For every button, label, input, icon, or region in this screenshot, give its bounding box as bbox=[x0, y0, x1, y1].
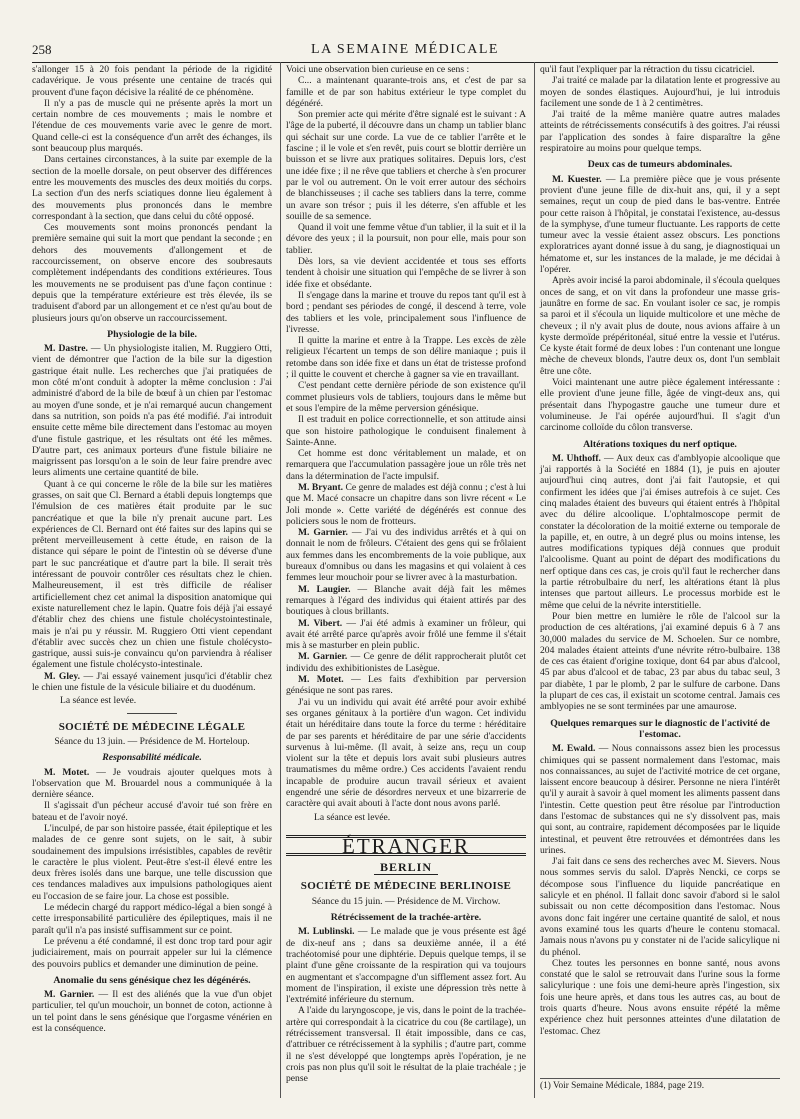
speaker: M. Gley. bbox=[44, 670, 80, 682]
paragraph: Quant à ce qui concerne le rôle de la bile sur les matières grasses, on sait que Cl. Bernard a établi depuis longtemps que l'émulsion de ces matières était produite par le suc pancréatique et que la bile n'y prenait aucune part. Les expériences de Cl. Bernard ont été faites sur des lapins qui se prêtent merveilleusement à cette étude, en raison de la distance qui sépare le point de l'intestin où se déverse d'une part le suc pancréatique et d'autre part la bile. Il serait très intéressant de pouvoir contrôler ces résultats chez le chien. Malheureusement, il est très difficile de réaliser artificiellement chez cet animal la disposition anatomique qui existe naturellement chez le lapin. Quatre fois déjà j'ai essayé d'établir chez des chiens une fistule cholécystointestinale, mais je n'ai pu y réussir. M. Ruggiero Otti vient cependant d'établir avec succès chez un chien une fistule cholécysto-gastrique, aussi suis-je convaincu qu'on parviendra à réaliser également une fistule cholécysto-intestinale. bbox=[32, 478, 272, 671]
paragraph: Voici une observation bien curieuse en ce sens : bbox=[286, 64, 470, 75]
paragraph bbox=[286, 674, 526, 697]
speaker: M. Lublinski. bbox=[298, 926, 355, 938]
speech: — Le malade que je vous présente est âgé de dix-neuf ans ; dans sa deuxième année, il a été trachéotomisé pour une diphtérie. Depuis quelque temps, il se plaint d'une gêne croissante de la respiration qui va toujours en augmentant et s'accompagne d'un sifflement assez fort. Au moment de l'inspiration, il existe une dépression très nette à l'extrémité inférieure du sternum. bbox=[286, 926, 526, 1006]
paragraph: Voici maintenant une autre pièce également intéressante : elle provient d'une jeune fille, âgée de vingt-deux ans, qui présentait dans l'hypogastre gauche une tumeur dure et volumineuse. Je l'ai opérée aujourd'hui. Il s'agit d'un carcinome colloïde du côlon transverse. bbox=[540, 377, 780, 434]
speech: — Ce genre de délit rapprocherait plutôt cet individu des exhibitionistes de Lasègue. bbox=[286, 651, 526, 674]
section-heading: Deux cas de tumeurs abdominales. bbox=[587, 159, 733, 171]
paragraph: Pour bien mettre en lumière le rôle de l'alcool sur la production de ces altérations, j'ai examiné depuis 6 à 7 ans 30,000 malades du service de M. Schoelen. Sur ce nombre, 204 malades étaient atteints d'une névrite rétro-bulbaire. 138 de ces cas étaient d'origine toxique, dont 64 par abus d'alcool, 45 par abus d'alcool et de tabac, 23 par abus du tabac seul, 3 par diabète, 1 par le plomb, 2 par le sulfure de carbone. Dans la plupart de ces cas, il existait un scotome central. Jamais ces amblyopies ne se sont terminées par une amaurose. bbox=[540, 610, 780, 713]
session-info: Séance du 15 juin. — Présidence de M. Virchow. bbox=[311, 895, 501, 907]
column-left bbox=[32, 64, 272, 1034]
paragraph bbox=[286, 618, 526, 652]
paragraph: L'inculpé, de par son histoire passée, était épileptique et les malades de ce genre sont sujets, on le sait, à subir soudainement des impulsions irrésistibles, capables de revêtir le caractère le plus violent. Peut-être s'est-il élevé entre les deux frères isolés dans une barque, une telle discussion que ces tendances maladives aux impulsions pathologiques aient eu l'occasion de se faire jour. La chose est possible. bbox=[32, 823, 272, 902]
paragraph: C... a maintenant quarante-trois ans, et c'est de par sa famille et de par son habitus extérieur le type complet du dégénéré. bbox=[286, 75, 526, 109]
speaker: M. Vibert. bbox=[298, 617, 343, 629]
speaker: M. Laugier. bbox=[298, 583, 351, 595]
paragraph: Il n'y a pas de muscle qui ne présente après la mort un certain nombre de ces mouvements ; mais le nombre et l'étendue de ces mouvements varie avec le genre de mort. Quand celle-ci est la conséquence d'un arrêt des échanges, ils sont beaucoup plus marqués. bbox=[32, 97, 272, 155]
journal-title: LA SEMAINE MÉDICALE bbox=[311, 42, 499, 57]
paragraph: Il s'agissait d'un pécheur accusé d'avoir tué son frère en bateau et de l'avoir noyé. bbox=[32, 800, 272, 823]
column-rule bbox=[280, 62, 281, 1098]
paragraph: qu'il faut l'expliquer par la rétraction du tissu cicatriciel. bbox=[540, 64, 755, 75]
paragraph: C'est pendant cette dernière période de son existence qu'il commet plusieurs vols de tabliers, toujours dans le même but et sous l'empire de la même perversion génésique. bbox=[286, 380, 526, 414]
speech: — Il est des aliénés que la vue d'un objet particulier, tel qu'un mouchoir, un bonnet de coton, actionne à un tel point dans le sens génésique que l'orgasme vénérien en est la conséquence. bbox=[32, 989, 273, 1035]
speech: — Aux deux cas d'amblyopie alcoolique que j'ai rapportés à la Société en 1884 (1), je puis en ajouter aujourd'hui cinq autres, dont j'ai fait l'autopsie, et qui confirment les idées que j'ai émises autrefois à ce sujet. Ces cinq malades étaient des buveurs qui étaient entrés à l'hôpital avec du délire alcoolique. L'ophtalmoscope permit de constater la décoloration de la moitié externe ou temporale de la papille, et, en outre, à un degré plus ou moins intense, les autres modifications typiques déjà connues que produit l'alcoolisme. Quant au point de départ des modifications du nerf optique dans ces cas, je crois qu'il faut le rechercher dans la partie rétrobulbaire du nerf, les altérations étant là plus intenses que partout ailleurs. Le processus morbide est le même que celui de la névrite interstitielle. bbox=[540, 452, 781, 611]
paragraph: J'ai traité de la même manière quatre autres malades atteints de rétrécissements consécutifs à des goitres. J'ai réussi par l'application des sondes à faire disparaître la gêne respiratoire au moins pour quelque temps. bbox=[540, 109, 780, 155]
section-heading: Rétrécissement de la trachée-artère. bbox=[330, 912, 482, 924]
speech: — J'ai essayé vainement jusqu'ici d'établir chez le chien une fistule de la vésicule biliaire et du duodénum. bbox=[32, 670, 272, 694]
session-info: Séance du 13 juin. — Présidence de M. Horteloup. bbox=[54, 735, 250, 747]
paragraph bbox=[286, 527, 526, 583]
speech: — J'ai vu des individus arrêtés et à qui on donnait le nom de frôleurs. C'étaient des gens qui se frôlaient aux femmes dans les encombrements de la voie publique, aux bureaux d'omnibus ou dans les magasins et qui volaient à ces femmes leur mouchoir pour se livrer avec à la masturbation. bbox=[286, 527, 526, 584]
paragraph bbox=[286, 926, 526, 1005]
column-middle bbox=[286, 64, 526, 1085]
paragraph: s'allonger 15 à 20 fois pendant la période de la rigidité cadavérique. Je vous présente une centaine de tracés qui prouvent d'une façon décisive la réalité de ce phénomène. bbox=[32, 64, 272, 98]
city-heading bbox=[286, 862, 526, 873]
paragraph: Cet homme est donc véritablement un malade, et on remarquera que l'accumulation passagère joue un rôle très net dans la détermination de l'acte impulsif. bbox=[286, 448, 526, 482]
separator bbox=[127, 713, 177, 714]
paragraph: Le médecin chargé du rapport médico-légal a bien songé à cette irresponsabilité particulière des épileptiques, mais il ne paraît qu'il n'a pas insisté suffisamment sur ce point. bbox=[32, 902, 272, 936]
speaker: M. Garnier. bbox=[298, 527, 348, 539]
paragraph bbox=[32, 671, 272, 694]
speech: — Blanche avait déjà fait les mêmes remarques à l'égard des individus qui étaient attirés par des boutiques à clous brillants. bbox=[286, 583, 526, 618]
speaker: M. Garnier. bbox=[298, 651, 348, 663]
paragraph: Ces mouvements sont moins prononcés pendant la première semaine qui suit la mort que pendant la seconde ; en dehors des mouvements d'allongement et de raccourcissement, on observe encore des soubresauts complètement indépendants des conditions extérieures. Tous les mouvements ne se produisent pas d'une façon continue : depuis que la température extérieure est très élevée, ils se traduisent d'abord par un allongement et ce n'est qu'au bout de plusieurs jours qu'on observe un raccourcissement. bbox=[32, 222, 272, 324]
speaker: M. Garnier. bbox=[44, 989, 95, 1001]
speech: — Les faits d'exhibition par perversion génésique ne sont pas rares. bbox=[286, 674, 526, 697]
paragraph bbox=[540, 743, 780, 856]
page-header bbox=[32, 40, 778, 63]
column-rule bbox=[534, 62, 535, 1098]
speaker: M. Motet. bbox=[44, 766, 90, 778]
paragraph: Il s'engage dans la marine et trouve du repos tant qu'il est à bord ; pendant ses périodes de congé, il descend à terre, vole des tabliers et les vole, principalement sous l'influence de l'ivresse. bbox=[286, 289, 526, 335]
speaker: M. Uhthoff. bbox=[552, 452, 601, 464]
speaker: M. Dastre. bbox=[44, 343, 88, 355]
page-number: 258 bbox=[32, 42, 52, 57]
paragraph bbox=[286, 584, 526, 618]
column-right bbox=[540, 64, 780, 1037]
speaker: M. Motet. bbox=[298, 674, 344, 686]
paragraph: Il quitte la marine et entre à la Trappe. Les excès de zèle religieux l'écartent un temps de son délire maniaque ; puis il retombe dans son idée fixe et dans un état de tristesse profond ; il quitte le couvent et cherche à gagner sa vie en travaillant. bbox=[286, 335, 526, 381]
paragraph: A l'aide du laryngoscope, je vis, dans le point de la trachée-artère qui correspondait à la cicatrice du cou (8e cartilage), un rétrécissement transversal. Il était impossible, dans ce cas, d'attribuer ce rétrécissement à la syphilis ; d'autre part, comme il ne s'est développé que longtemps après l'opération, je ne crois pas non plus qu'il soit le résultat de la plaie trachéale ; je pense bbox=[286, 1005, 526, 1085]
paragraph: Quand il voit une femme vêtue d'un tablier, il la suit et il la dévore des yeux ; il la poursuit, non pour elle, mais pour son tablier. bbox=[286, 222, 526, 256]
paragraph: J'ai fait dans ce sens des recherches avec M. Sievers. Nous nous sommes servis du salol. D'après Nencki, ce corps se décompose sous l'influence du liquide pancréatique en salicyle et en phénol. Il fallait donc savoir d'abord si le salol subissait ou non cette décomposition dans l'estomac. Nous avons donc fait ingérer une certaine quantité de salol, et nous avons examiné tous les quarts d'heure le contenu stomacal. Jamais nous n'avons pu y constater ni de l'acide salicylique ni du phénol. bbox=[540, 856, 780, 958]
session-end: La séance est levée. bbox=[60, 695, 137, 707]
paragraph bbox=[540, 453, 780, 611]
paragraph bbox=[32, 343, 272, 479]
section-heading: Quelques remarques sur le diagnostic de l'activité de l'estomac. bbox=[550, 717, 770, 740]
section-heading: Physiologie de la bile. bbox=[107, 328, 197, 340]
session-end: La séance est levée. bbox=[314, 811, 391, 823]
section-heading: Anomalie du sens génésique chez les dégénérés. bbox=[53, 974, 251, 986]
paragraph bbox=[286, 651, 526, 674]
section-heading: Altérations toxiques du nerf optique. bbox=[583, 438, 737, 450]
paragraph bbox=[286, 482, 526, 527]
footnote: (1) Voir Semaine Médicale, 1884, page 219. bbox=[540, 1078, 780, 1091]
paragraph: Son premier acte qui mérite d'être signalé est le suivant : A l'âge de la puberté, il découvre dans un champ un tablier blanc qui séchait sur une corde. La vue de ce tablier l'arrête et le fascine ; il le vole et s'en revêt, puis court se blottir derrière un buisson et se livre aux pratiques solitaires. Depuis lors, c'est une idée fixe ; il ne rêve que tabliers et cherche à s'en procurer par le vol ou autrement. On le voit errer autour des séchoirs de blanchisseuses ; il cache ses tabliers dans la terre, comme un avare son trésor ; puis il les déterre, s'en affuble et les souille de sa semence. bbox=[286, 109, 526, 222]
paragraph: Il est traduit en police correctionnelle, et son attitude ainsi que son histoire pathologique le conduisent finalement à Sainte-Anne. bbox=[286, 414, 526, 448]
speech: — J'ai été admis à examiner un frôleur, qui avait été arrêté parce qu'après avoir frôlé une femme il s'était mis à se masturber en plein public. bbox=[286, 617, 526, 652]
paragraph: Chez toutes les personnes en bonne santé, nous avons constaté que le salol se retrouvait dans l'urine sous la forme salicylurique : une fois une demi-heure après l'ingestion, six fois une heure après, et dans tous les autres cas, au bout de trois quarts d'heure. Nous avons ensuite répété la même expérience chez huit personnes atteintes d'une dilatation de l'estomac. Chez bbox=[540, 957, 780, 1037]
speech: — Je voudrais ajouter quelques mots à l'observation que M. Brouardel nous a communiquée à la dernière séance. bbox=[32, 766, 272, 801]
speaker: M. Bryant. bbox=[298, 481, 344, 493]
speech: — Nous connaissons assez bien les processus chimiques qui se passent normalement dans l'estomac, mais nos connaissances, au sujet de l'activité motrice de cet organe, laissent encore beaucoup à désirer. Personne ne niera l'intérêt qu'il y aurait à savoir à quel moment les aliments passent dans l'intestin. Cette question peut être résolue par l'introduction dans l'estomac de substances qui ne s'y dissolvent pas, mais qui sont, au contraire, rapidement décomposées par le liquide intestinal, et peuvent être retrouvées et démontrées dans les urines. bbox=[540, 743, 780, 856]
society-heading: SOCIÉTÉ DE MÉDECINE LÉGALE bbox=[58, 720, 246, 733]
paragraph bbox=[32, 767, 272, 801]
speech: — Un physiologiste italien, M. Ruggiero Otti, vient de démontrer que l'action de la bile sur la digestion gastrique était nulle. Les recherches que j'ai pratiquées de mon côté m'ont conduit à adopter la même conclusion : J'ai administré d'abord de la bile de bœuf à un chien par l'estomac au moyen d'une sonde, et je n'ai remarqué aucun changement dans sa nutrition, son poids n'a pas été modifié. J'ai introduit ensuite cette même bile directement dans l'estomac au moyen d'une fistule gastrique, et les résultats ont été les mêmes. D'autre part, ces animaux porteurs d'une fistule biliaire ne maigrissent pas lorsqu'on a le soin de leur faire prendre avec leurs aliments une certaine quantité de bile. bbox=[32, 343, 272, 479]
paragraph bbox=[540, 174, 780, 276]
paragraph: Le prévenu a été condamné, il est donc trop tard pour agir judiciairement, mais on pourrait appeler sur lui la clémence des pouvoirs publics et demander une diminution de peine. bbox=[32, 935, 272, 970]
paragraph: Dans certaines circonstances, à la suite par exemple de la section de la moelle dorsale, on peut observer des différences entre les mouvements des muscles des deux moitiés du corps. La section d'un des nerfs sciatiques donne lieu également à des mouvements plus prononcés dans le membre correspondant à la section, que dans celui du côté opposé. bbox=[32, 154, 272, 222]
paragraph: J'ai vu un individu qui avait été arrêté pour avoir exhibé ses organes génitaux à la portière d'un wagon. Cet individu était un héréditaire dans toute la force du terme : héréditaire de par ses parents et héréditaire de par une série d'accidents survenus à lui-même. (Il avait, à seize ans, reçu un coup violent sur la tête et depuis lors avait subi plusieurs autres traumatismes du même ordre.) Ces accidents l'avaient rendu incapable de produire aucun travail sérieux et avaient engendré une série de désordres nerveux et une bizarrerie de caractère qui avait abouti à l'acte dont nous avons parlé. bbox=[286, 696, 526, 810]
paragraph: Après avoir incisé la paroi abdominale, il s'écoula quelques onces de sang, et on vit dans la profondeur une masse gris-jaunâtre en forme de sac. En voulant isoler ce sac, je rompis sa paroi et il s'écoula un liquide multicolore et une mèche de cheveux ; il n'y avait plus de doute, nous avions affaire à un kyste dermoïde prépéritonéal, situé entre la vessie et l'utérus. Ce kyste était formé de deux lobes : l'un contenant une longue mèche de cheveux blonds, l'autre deux os, dont l'un semblait être une côte. bbox=[540, 275, 780, 377]
speaker: M. Kuester. bbox=[552, 173, 602, 185]
speech: — La première pièce que je vous présente provient d'une jeune fille de dix-huit ans, qui, il y a sept semaines, reçut un coup de pied dans le bas-ventre. Entrée pour cette raison à l'hôpital, je constatai l'existence, au-dessus de la symphyse, d'une tumeur fluctuante. Les rapports de cette tumeur avec la vessie étaient assez obscurs. Les ponctions exploratrices ayant donné issue à du sang, je diagnostiquai un hématome et, sur les instances de la malade, je me décidai à l'opérer. bbox=[540, 173, 780, 276]
city-name: BERLIN bbox=[374, 860, 438, 875]
speech: Ce genre de malades est déjà connu ; c'est à lui que M. Macé consacre un chapitre dans son livre récent « Le Joli monde ». Cette variété de dégénérés est connue des policiers sous le nom de frotteurs. bbox=[286, 481, 526, 527]
speaker: M. Ewald. bbox=[552, 743, 596, 755]
paragraph: J'ai traité ce malade par la dilatation lente et progressive au moyen de sondes élastiques. Aujourd'hui, je lui introduis facilement une sonde de 1 à 2 centimètres. bbox=[540, 75, 780, 109]
society-heading: SOCIÉTÉ DE MÉDECINE BERLINOISE bbox=[300, 880, 512, 893]
section-banner: ÉTRANGER bbox=[286, 835, 526, 856]
paragraph: Dès lors, sa vie devient accidentée et tous ses efforts tendent à choisir une situation qui l'empêche de se livrer à son idée fixe et obsédante. bbox=[286, 256, 526, 290]
paragraph bbox=[32, 989, 272, 1034]
section-heading: Responsabilité médicale. bbox=[102, 752, 202, 764]
